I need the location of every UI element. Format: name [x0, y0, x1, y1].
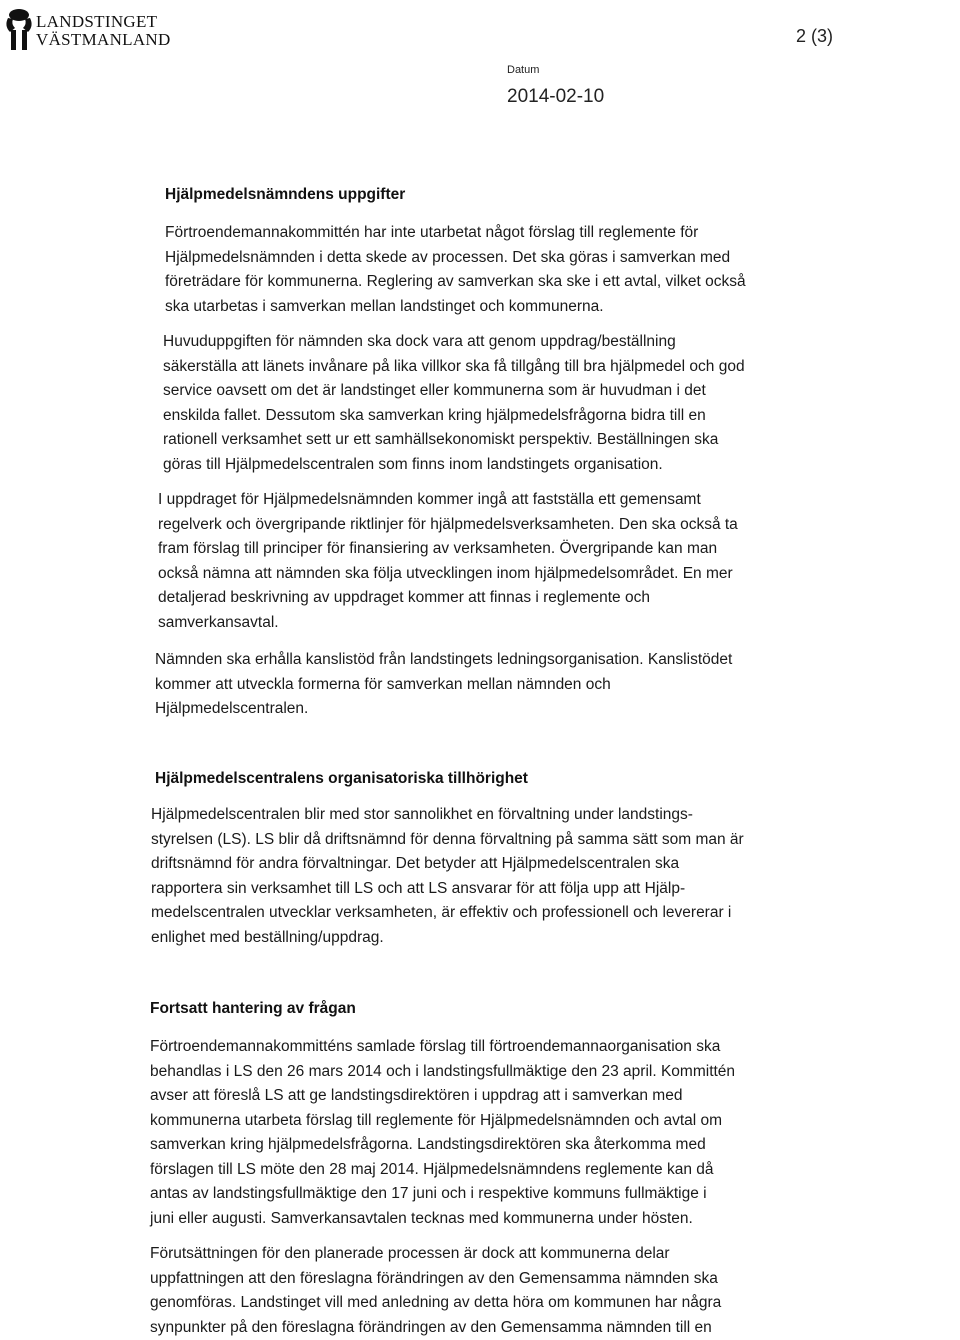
text-line: förslagen till LS möte den 28 maj 2014. Hjälpmedelsnämndens reglemente kan då: [150, 1158, 830, 1183]
section-heading: Hjälpmedelsnämndens uppgifter: [165, 186, 405, 204]
text-line: samverkansavtal.: [158, 611, 838, 636]
text-line: enskilda fallet. Dessutom ska samverkan kring hjälpmedelsfrågorna bidra till en: [163, 404, 843, 429]
page-number: 2 (3): [796, 26, 833, 47]
paragraph: [150, 1242, 830, 1340]
text-line: Hjälpmedelscentralen.: [155, 697, 835, 722]
text-line: avser att föreslå LS att ge landstingsdirektören i uppdrag att i samverkan med: [150, 1084, 830, 1109]
text-line: synpunkter på den föreslagna förändringen av den Gemensamma nämnden till en: [150, 1316, 830, 1340]
text-line: Huvuduppgiften för nämnden ska dock vara att genom uppdrag/beställning: [163, 330, 843, 355]
org-name-line1: LANDSTINGET: [36, 12, 157, 32]
text-line: enlighet med beställning/uppdrag.: [151, 926, 831, 951]
text-line: rapportera sin verksamhet till LS och att LS ansvarar för att följa upp att Hjälp-: [151, 877, 831, 902]
text-line: regelverk och övergripande riktlinjer för hjälpmedelsverksamheten. Den ska också ta: [158, 513, 838, 538]
text-line: ska utarbetas i samverkan mellan landstinget och kommunerna.: [165, 295, 845, 320]
text-line: Hjälpmedelscentralen blir med stor sannolikhet en förvaltning under landstings-: [151, 803, 831, 828]
text-line: behandlas i LS den 26 mars 2014 och i landstingsfullmäktige den 23 april. Kommittén: [150, 1060, 830, 1085]
text-line: säkerställa att länets invånare på lika villkor ska få tillgång till bra hjälpmedel och god: [163, 355, 843, 380]
text-line: kommer att utveckla formerna för samverkan mellan nämnden och: [155, 673, 835, 698]
text-line: genomföras. Landstinget vill med anledning av detta höra om kommunen har några: [150, 1291, 830, 1316]
landstinget-emblem-icon: [2, 6, 36, 52]
text-line: service oavsett om det är landstinget eller kommunerna som är huvudman i det: [163, 379, 843, 404]
paragraph: [165, 221, 845, 319]
text-line: Förtroendemannakommitténs samlade förslag till förtroendemannaorganisation ska: [150, 1035, 830, 1060]
date-value: 2014-02-10: [507, 86, 604, 108]
section-heading: Fortsatt hantering av frågan: [150, 1000, 356, 1018]
text-line: styrelsen (LS). LS blir då driftsnämnd för denna förvaltning på samma sätt som man är: [151, 828, 831, 853]
text-line: uppfattningen att den föreslagna förändringen av den Gemensamma nämnden ska: [150, 1267, 830, 1292]
paragraph: [158, 488, 838, 635]
org-name-line2: VÄSTMANLAND: [36, 30, 171, 50]
paragraph: [150, 1035, 830, 1231]
text-line: detaljerad beskrivning av uppdraget kommer att finnas i reglemente och: [158, 586, 838, 611]
text-line: fram förslag till principer för finansiering av verksamheten. Övergripande kan man: [158, 537, 838, 562]
org-logo: [0, 6, 200, 56]
text-line: samverkan kring hjälpmedelsfrågorna. Landstingsdirektören ska återkomma med: [150, 1133, 830, 1158]
paragraph: [151, 803, 831, 950]
text-line: företrädare för kommunerna. Reglering av samverkan ska ske i ett avtal, vilket också: [165, 270, 845, 295]
text-line: rationell verksamhet sett ur ett samhällsekonomiskt perspektiv. Beställningen ska: [163, 428, 843, 453]
text-line: medelscentralen utvecklar verksamheten, är effektiv och professionell och levererar i: [151, 901, 831, 926]
text-line: Förtroendemannakommittén har inte utarbetat något förslag till reglemente för: [165, 221, 845, 246]
text-line: Hjälpmedelsnämnden i detta skede av processen. Det ska göras i samverkan med: [165, 246, 845, 271]
text-line: kommunerna utarbeta förslag till reglemente för Hjälpmedelsnämnden och avtal om: [150, 1109, 830, 1134]
text-line: också nämna att nämnden ska följa utvecklingen inom hjälpmedelsområdet. En mer: [158, 562, 838, 587]
text-line: juni eller augusti. Samverkansavtalen tecknas med kommunerna under hösten.: [150, 1207, 830, 1232]
paragraph: [163, 330, 843, 477]
date-label: Datum: [507, 64, 539, 76]
text-line: driftsnämnd för andra förvaltningar. Det betyder att Hjälpmedelscentralen ska: [151, 852, 831, 877]
text-line: Nämnden ska erhålla kanslistöd från landstingets ledningsorganisation. Kanslistödet: [155, 648, 835, 673]
text-line: Förutsättningen för den planerade processen är dock att kommunerna delar: [150, 1242, 830, 1267]
text-line: antas av landstingsfullmäktige den 17 juni och i respektive kommuns fullmäktige i: [150, 1182, 830, 1207]
section-heading: Hjälpmedelscentralens organisatoriska tillhörighet: [155, 770, 528, 788]
text-line: göras till Hjälpmedelscentralen som finns inom landstingets organisation.: [163, 453, 843, 478]
text-line: I uppdraget för Hjälpmedelsnämnden kommer ingå att fastställa ett gemensamt: [158, 488, 838, 513]
paragraph: [155, 648, 835, 722]
